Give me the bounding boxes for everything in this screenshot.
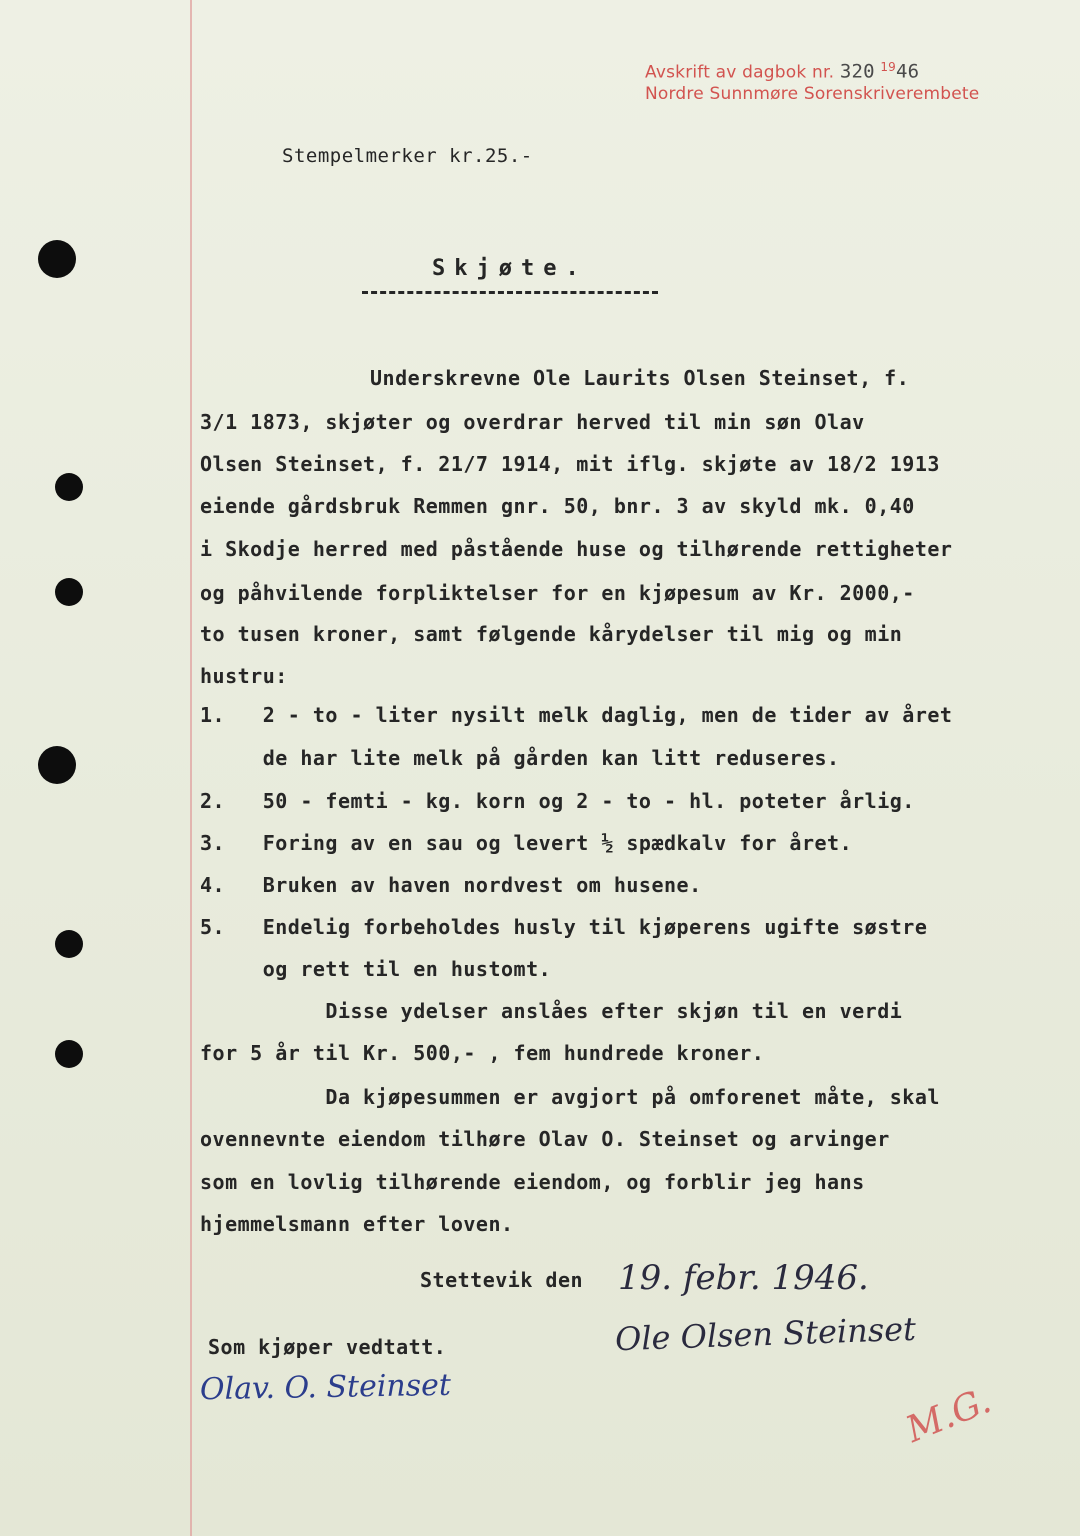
margin-rule: [190, 0, 192, 1536]
body-line: i Skodje herred med påstående huse og tilhørende rettigheter: [200, 537, 953, 561]
buyer-signature: Olav. O. Steinset: [199, 1367, 452, 1408]
stamp-year: 46: [896, 60, 920, 83]
stamp-number: 320: [839, 60, 875, 83]
body-line: Da kjøpesummen er avgjort på omforenet måte, skal: [200, 1085, 940, 1109]
stamp-label: Avskrift av dagbok nr.: [645, 62, 835, 83]
registration-stamp: [645, 60, 919, 83]
body-line: Underskrevne Ole Laurits Olsen Steinset, f.: [370, 366, 910, 390]
punch-hole: [55, 473, 83, 501]
body-line: som en lovlig tilhørende eiendom, og forblir jeg hans: [200, 1170, 865, 1194]
place-date-label: Stettevik den: [420, 1268, 584, 1292]
body-line: og påhvilende forpliktelser for en kjøpesum av Kr. 2000,-: [200, 581, 915, 605]
body-line: 3. Foring av en sau og levert ½ spædkalv for året.: [200, 831, 853, 855]
body-line: de har lite melk på gården kan litt reduseres.: [200, 746, 840, 770]
body-line: og rett til en hustomt.: [200, 957, 552, 981]
body-line: Olsen Steinset, f. 21/7 1914, mit iflg. skjøte av 18/2 1913: [200, 452, 940, 476]
initials-mark: M.G.: [900, 1380, 997, 1451]
punch-hole: [55, 930, 83, 958]
body-line: 5. Endelig forbeholdes husly til kjøperens ugifte søstre: [200, 915, 928, 939]
body-line: Disse ydelser anslåes efter skjøn til en verdi: [200, 999, 903, 1023]
punch-hole: [55, 578, 83, 606]
body-line: eiende gårdsbruk Remmen gnr. 50, bnr. 3 av skyld mk. 0,40: [200, 494, 915, 518]
body-line: for 5 år til Kr. 500,- , fem hundrede kroner.: [200, 1041, 765, 1065]
seller-signature: Ole Olsen Steinset: [614, 1309, 917, 1359]
stamp-office: Nordre Sunnmøre Sorenskriverembete: [645, 84, 980, 104]
stamp-year-prefix: 19: [880, 60, 897, 74]
buyer-acceptance-note: Som kjøper vedtatt.: [208, 1335, 447, 1359]
body-line: to tusen kroner, samt følgende kårydelser til mig og min: [200, 622, 903, 646]
punch-hole: [55, 1040, 83, 1068]
body-line: 3/1 1873, skjøter og overdrar herved til min søn Olav: [200, 410, 865, 434]
handwritten-date: 19. febr. 1946.: [618, 1258, 869, 1298]
punch-hole: [38, 746, 76, 784]
body-line: 1. 2 - to - liter nysilt melk daglig, men de tider av året: [200, 703, 953, 727]
document-title: Skjøte.: [432, 256, 588, 281]
body-line: ovennevnte eiendom tilhøre Olav O. Steinset og arvinger: [200, 1127, 890, 1151]
body-line: 4. Bruken av haven nordvest om husene.: [200, 873, 702, 897]
stamp-duty-note: Stempelmerker kr.25.-: [282, 145, 533, 167]
body-line: hustru:: [200, 664, 288, 688]
title-underline: [362, 291, 658, 294]
punch-hole: [38, 240, 76, 278]
body-line: 2. 50 - femti - kg. korn og 2 - to - hl. poteter årlig.: [200, 789, 915, 813]
body-line: hjemmelsmann efter loven.: [200, 1212, 514, 1236]
